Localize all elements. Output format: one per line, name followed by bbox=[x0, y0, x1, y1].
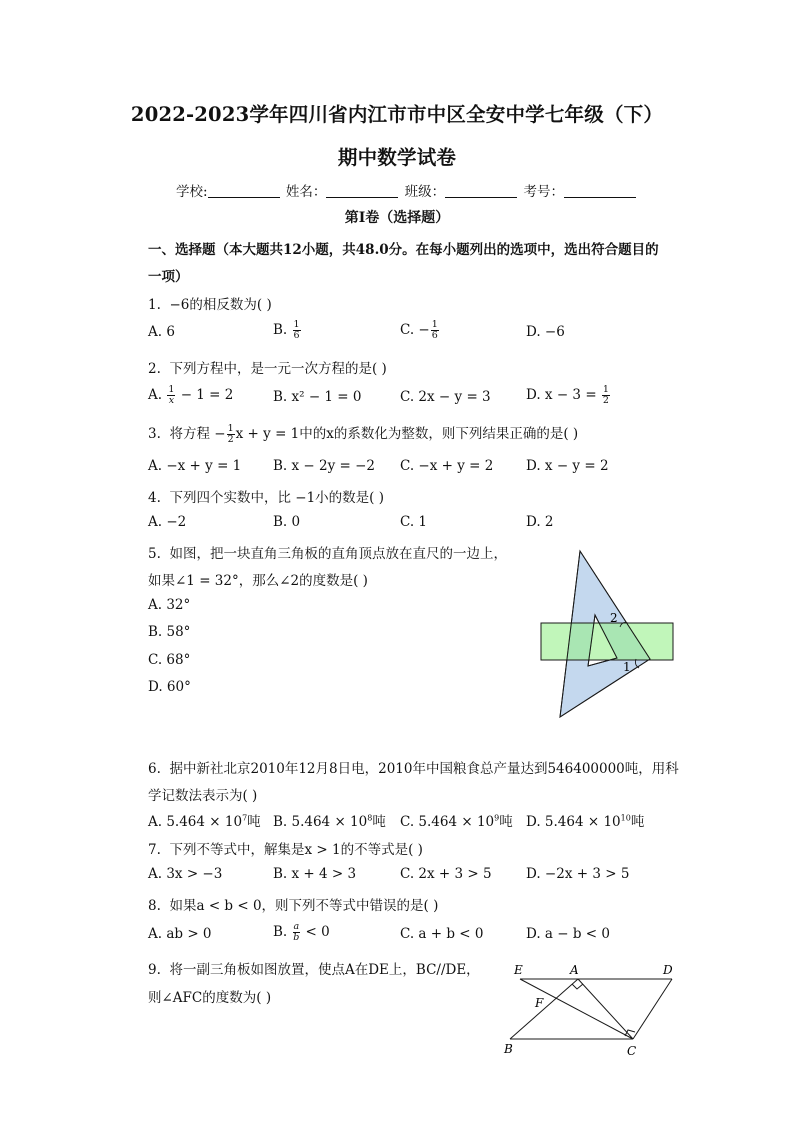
point-F-label: F bbox=[535, 996, 544, 1010]
point-C-label: C bbox=[627, 1044, 637, 1058]
question-stem: 如图，把一块直角三角板的直角顶点放在直尺的一边上， bbox=[169, 546, 507, 562]
right-angle-A bbox=[572, 984, 583, 989]
q3-option-c: C. −x + y = 2 bbox=[400, 458, 494, 474]
q2-option-b: B. x² − 1 = 0 bbox=[273, 389, 362, 405]
question-number: 1. bbox=[148, 297, 161, 313]
question-6-line2: 学记数法表示为( ) bbox=[148, 788, 258, 804]
fraction bbox=[431, 320, 439, 341]
option-text: B. 5.464 × 10 bbox=[273, 814, 368, 830]
question-number: 8. bbox=[148, 898, 161, 914]
question-number: 6. bbox=[148, 761, 161, 777]
option-text: − 1 = 2 bbox=[180, 387, 234, 403]
option-text: D. x − 3 = bbox=[526, 387, 597, 403]
q4-option-d: D. 2 bbox=[526, 514, 554, 530]
q7-option-b: B. x + 4 > 3 bbox=[273, 866, 357, 882]
q8-option-b bbox=[273, 922, 330, 943]
option-text: D. 5.464 × 10 bbox=[526, 814, 621, 830]
q7-option-a: A. 3x > −3 bbox=[148, 866, 223, 882]
point-D-label: D bbox=[663, 963, 673, 977]
denominator: 6 bbox=[431, 330, 438, 341]
denominator: 6 bbox=[293, 330, 300, 341]
unit: 吨 bbox=[630, 814, 645, 830]
q5-option-a: A. 32° bbox=[148, 597, 191, 613]
line-DC bbox=[633, 979, 672, 1039]
question-stem: 据中新社北京2010年12月8日电，2010年中国粮食总产量达到546400000吨，用科 bbox=[169, 761, 679, 777]
option-text: < 0 bbox=[305, 924, 330, 940]
option-letter: A. bbox=[148, 387, 163, 403]
exponent: 8 bbox=[367, 813, 373, 823]
question-6 bbox=[148, 757, 679, 777]
question-8 bbox=[148, 894, 438, 914]
unit: 吨 bbox=[499, 814, 513, 830]
numerator: 1 bbox=[168, 384, 175, 395]
q4-option-a: A. −2 bbox=[148, 514, 187, 530]
q7-option-d: D. −2x + 3 > 5 bbox=[526, 866, 630, 882]
denominator: b bbox=[293, 932, 300, 943]
option-letter: B. bbox=[273, 924, 288, 940]
numerator: 1 bbox=[293, 319, 300, 330]
point-A-label: A bbox=[570, 963, 579, 977]
line-AC bbox=[578, 979, 633, 1039]
question-stem: 下列方程中，是一元一次方程的是( ) bbox=[169, 361, 387, 377]
numerator: 1 bbox=[602, 384, 609, 395]
numerator: 1 bbox=[227, 423, 234, 434]
section-heading: 第I卷（选择题） bbox=[344, 210, 450, 226]
q4-option-b: B. 0 bbox=[273, 514, 301, 530]
q1-option-a: A. 6 bbox=[148, 324, 175, 340]
q5-option-c: C. 68° bbox=[148, 652, 191, 668]
point-E-label: E bbox=[514, 963, 523, 977]
option-letter: B. bbox=[273, 322, 288, 338]
angle-1-label: 1 bbox=[623, 660, 631, 674]
q1-option-d: D. −6 bbox=[526, 324, 565, 340]
fraction bbox=[602, 385, 610, 406]
question-5 bbox=[148, 542, 507, 562]
part1-instructions: 一、选择题（本大题共12小题，共48.0分。在每小题列出的选项中，选出符合题目的 bbox=[148, 242, 659, 258]
question-9-line2: 则∠AFC的度数为( ) bbox=[148, 990, 272, 1006]
question-3 bbox=[148, 422, 578, 445]
question-7 bbox=[148, 838, 423, 858]
question-stem: 将方程 − bbox=[169, 426, 226, 442]
exam-no-blank bbox=[564, 184, 636, 198]
question-number: 2. bbox=[148, 361, 161, 377]
q5-option-d: D. 60° bbox=[148, 679, 191, 695]
class-blank bbox=[445, 184, 517, 198]
exponent: 10 bbox=[620, 813, 631, 823]
question-number: 9. bbox=[148, 962, 161, 978]
option-text: A. 5.464 × 10 bbox=[148, 814, 243, 830]
q1-option-c bbox=[400, 320, 440, 341]
denominator: 2 bbox=[227, 434, 234, 445]
q2-option-c: C. 2x − y = 3 bbox=[400, 389, 491, 405]
fraction bbox=[167, 385, 175, 406]
q2-option-a bbox=[148, 385, 233, 406]
exponent: 9 bbox=[494, 813, 500, 823]
fraction bbox=[293, 320, 301, 341]
q6-option-d bbox=[526, 810, 644, 830]
exam-title-line2: 期中数学试卷 bbox=[337, 146, 457, 169]
question-stem: 下列四个实数中，比 −1小的数是( ) bbox=[169, 490, 385, 506]
q6-option-b bbox=[273, 810, 386, 830]
unit: 吨 bbox=[247, 814, 261, 830]
unit: 吨 bbox=[372, 814, 386, 830]
q4-option-c: C. 1 bbox=[400, 514, 428, 530]
school-label: 学校: bbox=[176, 184, 208, 200]
angle-2-label: 2 bbox=[610, 611, 618, 625]
question-number: 3. bbox=[148, 426, 161, 442]
denominator: x bbox=[168, 395, 175, 406]
option-text: C. 5.464 × 10 bbox=[400, 814, 495, 830]
q3-option-d: D. x − y = 2 bbox=[526, 458, 609, 474]
q8-option-d: D. a − b < 0 bbox=[526, 926, 610, 942]
q1-option-b bbox=[273, 320, 302, 341]
q6-option-a bbox=[148, 810, 261, 830]
question-number: 5. bbox=[148, 546, 161, 562]
name-blank bbox=[326, 184, 398, 198]
question-1 bbox=[148, 293, 272, 313]
exam-no-label: 考号： bbox=[523, 184, 564, 200]
q5-figure-triangle-ruler bbox=[536, 545, 681, 725]
question-5-line2: 如果∠1 = 32°，那么∠2的度数是( ) bbox=[148, 573, 368, 589]
q8-option-a: A. ab > 0 bbox=[148, 926, 212, 942]
q6-option-c bbox=[400, 810, 513, 830]
question-stem-cont: x + y = 1中的x的系数化为整数，则下列结果正确的是( ) bbox=[235, 426, 579, 442]
question-stem: 如果a < b < 0，则下列不等式中错误的是( ) bbox=[169, 898, 439, 914]
question-2 bbox=[148, 357, 387, 377]
q2-option-d bbox=[526, 385, 611, 406]
class-label: 班级： bbox=[404, 184, 446, 200]
name-label: 姓名： bbox=[285, 184, 327, 200]
q3-option-b: B. x − 2y = −2 bbox=[273, 458, 376, 474]
fraction bbox=[293, 922, 301, 943]
denominator: 2 bbox=[602, 395, 609, 406]
point-B-label: B bbox=[504, 1042, 513, 1056]
question-stem: 下列不等式中，解集是x > 1的不等式是( ) bbox=[169, 842, 423, 858]
student-info-row bbox=[176, 180, 638, 200]
exponent: 7 bbox=[242, 813, 248, 823]
question-stem: −6的相反数为( ) bbox=[169, 297, 272, 313]
option-letter: C. − bbox=[400, 322, 430, 338]
ruler-rectangle bbox=[541, 623, 673, 660]
school-blank bbox=[208, 184, 280, 198]
question-4 bbox=[148, 486, 384, 506]
numerator: a bbox=[293, 921, 300, 932]
line-BA bbox=[510, 979, 578, 1039]
question-9 bbox=[148, 958, 480, 978]
q7-option-c: C. 2x + 3 > 5 bbox=[400, 866, 492, 882]
q5-option-b: B. 58° bbox=[148, 624, 191, 640]
question-stem: 将一副三角板如图放置，使点A在DE上，BC//DE， bbox=[169, 962, 480, 978]
question-number: 4. bbox=[148, 490, 161, 506]
numerator: 1 bbox=[431, 319, 438, 330]
q8-option-c: C. a + b < 0 bbox=[400, 926, 484, 942]
q9-figure-set-squares bbox=[500, 960, 690, 1062]
q3-option-a: A. −x + y = 1 bbox=[148, 458, 242, 474]
exam-title-line1: 2022-2023学年四川省内江市市中区全安中学七年级（下） bbox=[130, 103, 664, 126]
part1-instructions-cont: 一项） bbox=[148, 269, 189, 285]
question-number: 7. bbox=[148, 842, 161, 858]
fraction bbox=[227, 424, 235, 445]
